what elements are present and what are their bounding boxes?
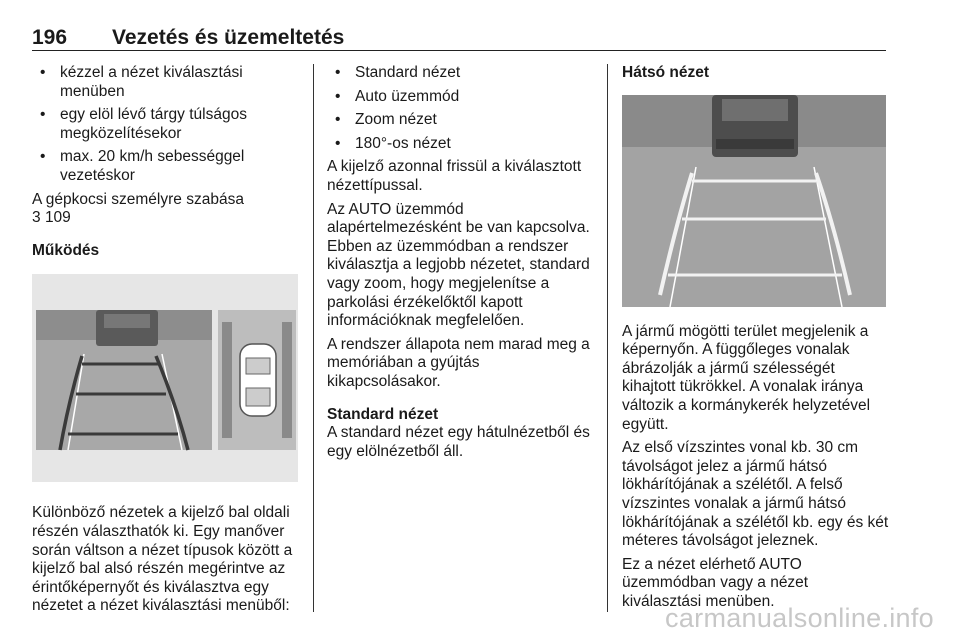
paragraph: A kijelző azonnal frissül a kiválasztott nézettípussal. <box>327 158 582 194</box>
paragraph: Az AUTO üzemmód alapértelmezésként be van kapcsolva. Ebben az üzemmódban a rendszer kiválasztja a legjobb nézetet, standard vagy zoom, hogy megjelenítse a parkolási érzékelőktől kapott információknak megfelelően. <box>327 200 590 330</box>
section-subheading: Standard nézet <box>327 405 439 423</box>
paragraph: Ez a nézet elérhető AUTO üzemmódban vagy a nézet kiválasztási menüben. <box>622 555 809 610</box>
paragraph: A standard nézet egy hátulnézetből és egy elölnézetből áll. <box>327 424 590 460</box>
list-item: • max. 20 km/h sebességgel vezetéskor <box>32 148 300 185</box>
list-item: • 180°-os nézet <box>327 135 595 154</box>
list-item: • Zoom nézet <box>327 111 595 130</box>
watermark: carmanualsonline.info <box>665 603 934 633</box>
paragraph: A rendszer állapota nem marad meg a memóriában a gyújtás kikapcsolásakor. <box>327 335 590 390</box>
reference-arrow-icon: 3 <box>32 209 41 227</box>
column-1 <box>32 64 300 621</box>
section-heading: Működés <box>32 241 100 259</box>
column-divider <box>607 64 608 612</box>
list-item: • kézzel a nézet kiválasztási menüben <box>32 64 300 101</box>
cross-reference <box>32 191 300 228</box>
paragraph: Az első vízszintes vonal kb. 30 cm távolságot jelez a jármű hátsó lökhárítójának a szélétől. A felső vízszintes vonalak a jármű hátsó lökhárítójának a szélétől kb. egy és két méteres távolságot jeleznek. <box>622 439 889 550</box>
list-item: • Auto üzemmód <box>327 88 595 107</box>
page-header <box>32 24 886 51</box>
bullet-list <box>327 64 595 153</box>
column-divider <box>313 64 314 612</box>
bullet-list <box>32 64 300 186</box>
column-2 <box>327 64 595 466</box>
list-item: • egy elöl lévő tárgy túlságos megközelítésekor <box>32 106 300 143</box>
paragraph: Különböző nézetek a kijelző bal oldali részén választhatók ki. Egy manőver során váltson a nézet típusok között a kijelző bal alsó részén megérintve az érintőképernyőt és kiválasztva egy nézetet a nézet kiválasztási menüből: <box>32 504 293 615</box>
list-item: • Standard nézet <box>327 64 595 83</box>
column-3 <box>622 64 890 617</box>
paragraph: A jármű mögötti terület megjelenik a képernyőn. A függőleges vonalak ábrázolják a jármű szélességét kihajtott tükrökkel. A vonalak iránya változik a kormánykerék helyzetével együtt. <box>622 322 871 433</box>
reference-text: A gépkocsi személyre szabása <box>32 190 244 208</box>
rear-view-illustration <box>622 95 886 307</box>
standard-view-illustration <box>32 274 298 482</box>
page-number: 196 <box>32 26 68 49</box>
section-subheading: Hátsó nézet <box>622 64 709 81</box>
page-title: Vezetés és üzemeltetés <box>112 26 345 49</box>
reference-page[interactable]: 109 <box>44 209 71 227</box>
